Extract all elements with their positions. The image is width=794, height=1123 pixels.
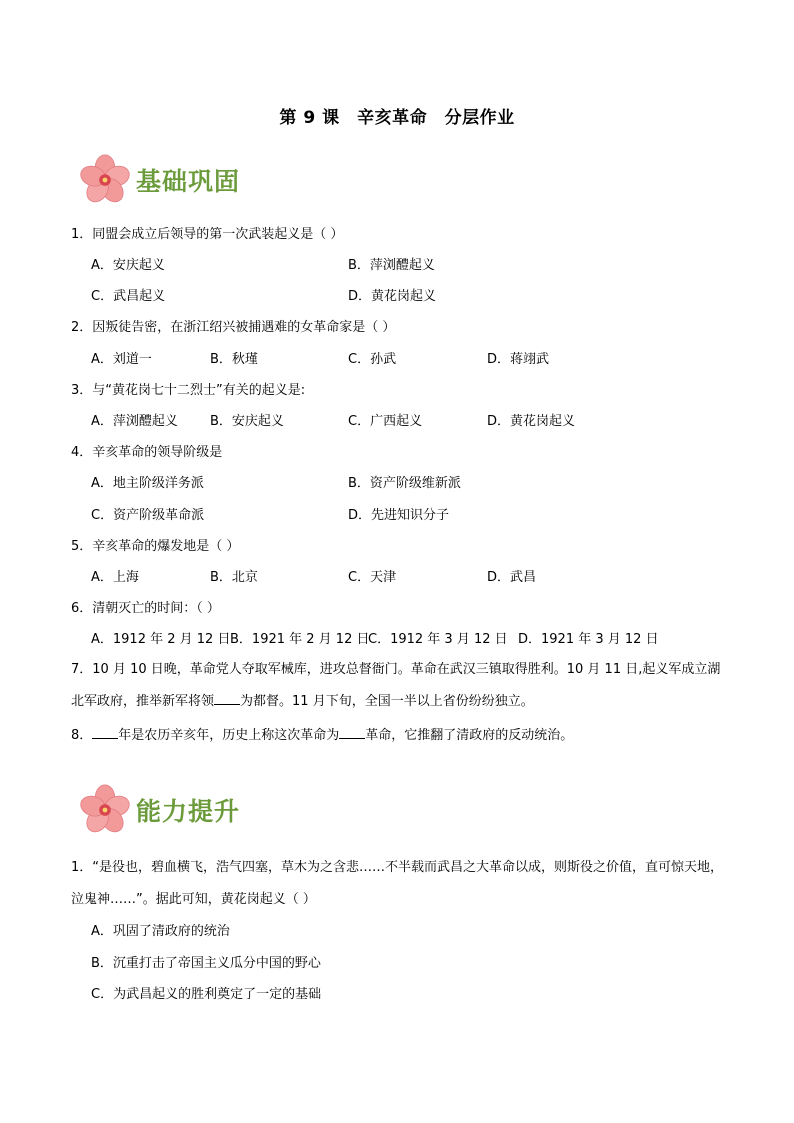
q2-option-a: A．刘道一 (91, 352, 152, 367)
q8-text-b: 年是农历辛亥年，历史上称这次革命为 (118, 728, 340, 743)
q1-option-c: C．武昌起义 (91, 289, 166, 304)
q3-option-d: D．黄花岗起义 (487, 414, 576, 429)
q2-option-c: C．孙武 (348, 352, 397, 367)
q5-option-c: C．天津 (348, 570, 397, 585)
answer-blank[interactable] (92, 724, 118, 739)
q5-option-b: B．北京 (210, 570, 258, 585)
answer-blank[interactable] (214, 690, 240, 705)
question-5: 5．辛亥革命的爆发地是（ ） (71, 539, 240, 554)
q2-option-d: D．蒋翊武 (487, 352, 550, 367)
aq1-option-a: A．巩固了清政府的统治 (91, 924, 230, 939)
q1-option-b: B．萍浏醴起义 (348, 258, 435, 273)
aq1-option-c: C．为武昌起义的胜利奠定了一定的基础 (91, 987, 322, 1002)
answer-blank[interactable] (339, 724, 365, 739)
section-title: 基础巩固 (136, 167, 241, 196)
q3-option-b: B．安庆起义 (210, 414, 284, 429)
q3-option-c: C．广西起义 (348, 414, 423, 429)
page-title: 第 9 课 辛亥革命 分层作业 (279, 108, 515, 128)
q6-option-b: B．1921 年 2 月 12 日 (230, 632, 370, 647)
q2-option-b: B．秋瑾 (210, 352, 258, 367)
section-title: 能力提升 (136, 797, 241, 826)
q4-option-a: A．地主阶级洋务派 (91, 476, 204, 491)
question-3: 3．与“黄花岗七十二烈士”有关的起义是: (71, 383, 306, 398)
q6-option-a: A．1912 年 2 月 12 日 (91, 632, 231, 647)
q8-text-c: 革命，它推翻了清政府的反动统治。 (365, 728, 574, 743)
question-7 (71, 654, 731, 718)
q7-text-a: 7．10 月 10 日晚，革命党人夺取军械库，进攻总督衙门。革命在武汉三镇取得胜利。10 月 11 日,起义军成立湖北军政府，推举新军将领 (71, 662, 721, 709)
q3-option-a: A．萍浏醴起义 (91, 414, 178, 429)
aq1-option-b: B．沉重打击了帝国主义瓜分中国的野心 (91, 956, 321, 971)
q4-option-d: D．先进知识分子 (348, 508, 450, 523)
q8-text-a: 8． (71, 728, 93, 743)
question-2: 2．因叛徒告密，在浙江绍兴被捕遇难的女革命家是（ ） (71, 320, 396, 335)
peach-blossom-icon (76, 151, 134, 209)
q4-option-c: C．资产阶级革命派 (91, 508, 205, 523)
q5-option-a: A．上海 (91, 570, 139, 585)
q5-option-d: D．武昌 (487, 570, 537, 585)
advanced-question-1: 1．“是役也，碧血横飞，浩气四塞，草木为之含悲……不半载而武昌之大革命以成，则斯役之价值，直可惊天地，泣鬼神……”。据此可知，黄花岗起义（ ） (71, 860, 724, 907)
q1-option-a: A．安庆起义 (91, 258, 165, 273)
peach-blossom-icon (76, 781, 134, 839)
q4-option-b: B．资产阶级维新派 (348, 476, 461, 491)
question-4: 4．辛亥革命的领导阶级是 (71, 445, 223, 460)
section-header-advanced (76, 780, 240, 840)
q6-option-d: D．1921 年 3 月 12 日 (518, 632, 659, 647)
q1-option-d: D．黄花岗起义 (348, 289, 437, 304)
question-6: 6．清朝灭亡的时间：（ ） (71, 601, 220, 616)
question-8 (71, 724, 573, 746)
q7-text-b: 为都督。11 月下旬，全国一半以上省份纷纷独立。 (240, 694, 534, 709)
question-1: 1．同盟会成立后领导的第一次武装起义是（ ） (71, 227, 344, 242)
section-header-basic (76, 150, 240, 210)
q6-option-c: C．1912 年 3 月 12 日 (368, 632, 508, 647)
